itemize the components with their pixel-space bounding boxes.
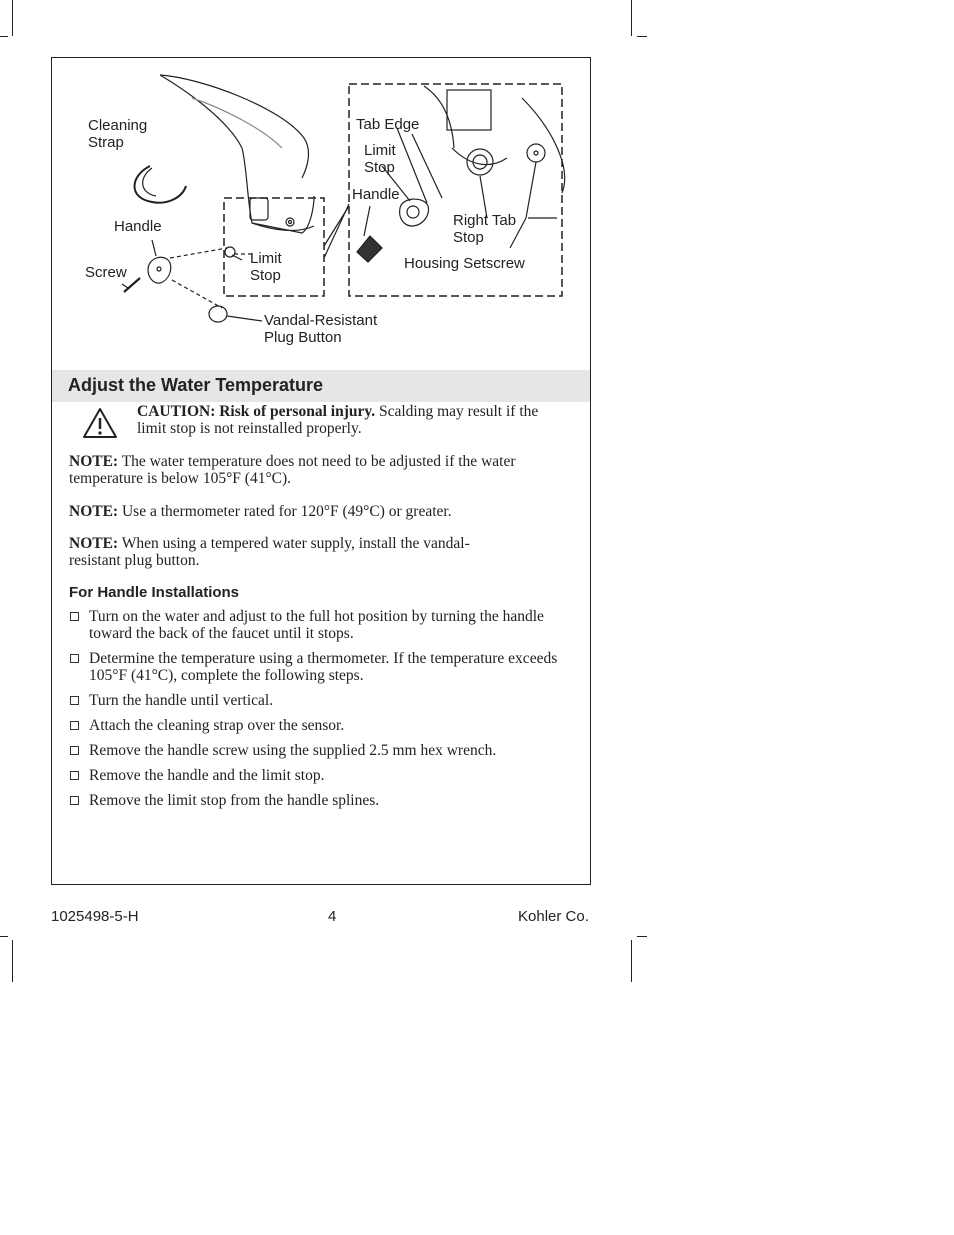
crop-mark [637, 36, 647, 37]
label-limit-stop-left: Limit Stop [250, 250, 282, 284]
crop-mark [631, 940, 632, 982]
note-label: NOTE: [69, 503, 119, 520]
footer-page-number: 4 [328, 908, 337, 925]
checkbox-icon [70, 746, 79, 755]
checkbox-icon [70, 721, 79, 730]
warning-icon [82, 407, 118, 439]
label-right-tab-stop: Right Tab Stop [453, 212, 517, 246]
crop-mark [0, 936, 8, 937]
caution-label: CAUTION: Risk of personal injury. [137, 403, 376, 420]
checkbox-icon [70, 612, 79, 621]
note-2 [69, 503, 564, 520]
note-body: The water temperature does not need to be adjusted if the water temperature is below 105°F (41°C). [69, 453, 516, 487]
checkbox-icon [70, 696, 79, 705]
caution-text [137, 403, 567, 437]
crop-mark [631, 0, 632, 36]
label-screw: Screw [85, 264, 127, 281]
faucet-diagram [52, 58, 592, 368]
note-label: NOTE: [69, 535, 119, 552]
note-body: When using a tempered water supply, install the vandal-resistant plug button. [69, 535, 470, 569]
label-handle-left: Handle [114, 218, 162, 235]
note-1 [69, 453, 564, 487]
note-3 [69, 535, 489, 569]
note-body: Use a thermometer rated for 120°F (49°C) or greater. [118, 503, 452, 520]
section-title: Adjust the Water Temperature [68, 375, 324, 395]
label-limit-stop-right: Limit Stop [364, 142, 396, 176]
crop-mark [0, 36, 8, 37]
crop-mark [12, 940, 13, 982]
caution-body: Scalding may result if the limit stop is not reinstalled properly. [137, 403, 539, 437]
footer-doc-number: 1025498-5-H [51, 908, 139, 925]
label-tab-edge: Tab Edge [356, 116, 420, 133]
checkbox-icon [70, 654, 79, 663]
label-cleaning-strap: Cleaning Strap [88, 117, 148, 151]
crop-mark [637, 936, 647, 937]
subheading: For Handle Installations [69, 584, 240, 601]
footer-company: Kohler Co. [518, 908, 589, 925]
checkbox-icon [70, 771, 79, 780]
label-housing-setscrew: Housing Setscrew [404, 255, 525, 272]
section-header [52, 370, 590, 402]
label-vandal-plug: Vandal-Resistant Plug Button [264, 312, 378, 346]
label-handle-right: Handle [352, 186, 400, 203]
checkbox-icon [70, 796, 79, 805]
crop-mark [12, 0, 13, 36]
content-frame: Cleaning Strap Handle Screw Limit Stop Vandal-Resistant Plug Button Tab Edge Limit Stop Handle Right Tab Stop Housing Setscrew Adjust the Water Temperature CAUTION: Risk of personal injury. Scalding may result if the limit stop is not reinstalled properly. NOTE: The water temperature does not need to be adjusted if the water temperature is below 105°F (41°C). NOTE: Use a thermometer rated for 120°F (49°C) or greater. NOTE: When using a tempered water supply, install the vandal-resistant plug button. For Handle Installations Turn on the water and adjust to the full hot position by turning the handle toward the back of the faucet until it stops. Determine the temperature using a thermometer. If the temperature exceeds 105°F (41°C), complete the following steps. Turn the handle until vertical. Attach the cleaning strap over the sensor. Remove the handle screw using the supplied 2.5 mm hex wrench. Remove the handle and the limit stop. Remove the limit stop from the handle splines. [51, 57, 591, 885]
note-label: NOTE: [69, 453, 119, 470]
